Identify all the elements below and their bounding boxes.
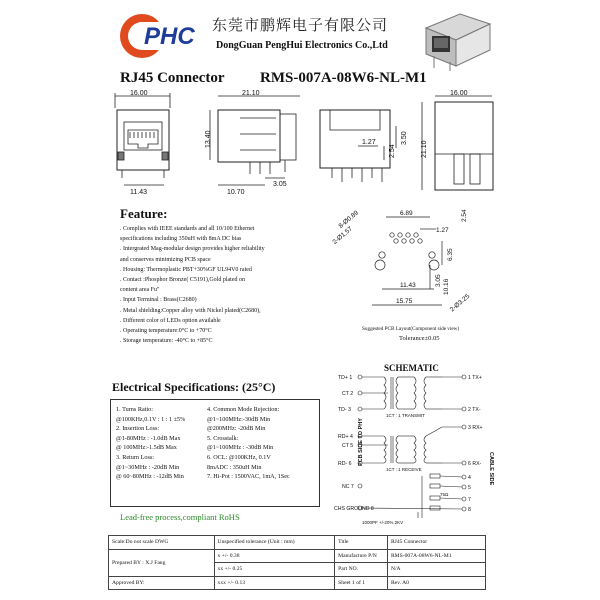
feature-item: . Intergrated Mag-modular design provides higher reliability xyxy=(120,246,265,253)
feature-item: . Housing: Thermoplastic PBT+30%GF UL94V0 rated xyxy=(120,266,252,273)
tolerance-2: xx +/- 0.25 xyxy=(214,563,335,577)
product-image xyxy=(420,8,496,72)
partno-label: Part NO. xyxy=(335,563,388,577)
scale-cell: Scale:Do not scale DWG xyxy=(109,536,215,550)
receive-label: 1CT : 1 RECEIVE xyxy=(386,467,422,472)
dim-top-width: 16.00 xyxy=(450,90,468,97)
logo-text: PHC xyxy=(144,23,195,50)
spec-line: @1-80MHz : -1.0dB Max xyxy=(116,434,181,442)
phc-logo xyxy=(118,12,210,60)
electrical-heading: Electrical Specifications: (25°C) xyxy=(112,380,276,394)
spec-line: 1. Turns Ratio: xyxy=(116,406,153,413)
left-pin-label: RD- 6 xyxy=(338,461,352,467)
title-label: Title xyxy=(335,536,388,550)
dim-side-height: 13.40 xyxy=(205,130,212,148)
pcb-d4: 8-Ø0.89 xyxy=(337,209,360,230)
company-name-en: DongGuan PengHui Electronics Co.,Ltd xyxy=(216,40,388,51)
pcb-side-label: PCB SIDE TO PHY xyxy=(358,418,364,466)
pcb-layout-note: Suggested PCB Layout(Component side view) xyxy=(362,326,460,332)
tolerance-3: xxx +/- 0.13 xyxy=(214,576,335,590)
pcb-d8: 10.16 xyxy=(443,278,450,295)
spec-line: @ 60~80MHz : -12dB Min xyxy=(116,473,184,481)
feature-item: content area Fu" xyxy=(120,287,160,294)
spec-line: 7. Hi-Pot : 1500VAC, 1mA, 1Sec xyxy=(207,473,290,481)
left-pin-label: NC 7 xyxy=(342,484,354,490)
features-heading: Feature: xyxy=(120,206,168,221)
pcb-d7: 3.05 xyxy=(435,274,442,287)
spec-line: @ 100MHz:-1.5dB Max xyxy=(116,444,177,452)
schematic-diagram xyxy=(322,372,497,530)
pcb-layout-drawing xyxy=(330,205,480,335)
right-pin-label: 1 TX+ xyxy=(468,375,482,381)
dim-rear-b: 1.27 xyxy=(362,139,376,146)
rev-label: Rev. A0 xyxy=(387,576,485,590)
pcb-d9: 11.43 xyxy=(400,282,416,289)
rohs-note: Lead-free process,compliant RoHS xyxy=(120,512,240,522)
product-title: RJ45 Connector xyxy=(120,70,225,86)
front-view xyxy=(115,90,170,196)
partno-value: N/A xyxy=(387,563,485,577)
dim-rear-a: 3.50 xyxy=(401,131,408,145)
electrical-spec-box xyxy=(110,399,320,507)
tolerance-cell: Unspecified tolerance (Unit : mm) xyxy=(214,536,335,550)
right-pin-label: 7 xyxy=(468,497,471,503)
spec-line: 8mADC : 350uH Min xyxy=(207,463,262,471)
pcb-d11: 2-Ø3.25 xyxy=(448,292,472,314)
right-pin-label: 2 TX- xyxy=(468,407,481,413)
side-view xyxy=(205,90,300,196)
left-pin-label: CHS GROUND 8 xyxy=(334,506,374,512)
spec-line: @200MHz: -20dB Min xyxy=(207,425,266,433)
spec-line: 4. Common Mode Rejection: xyxy=(207,406,280,413)
feature-item: specifications including 350uH with 8mA DC bias xyxy=(120,236,242,243)
title-value: RJ45 Connector xyxy=(387,536,485,550)
resistor-label: 75Ω xyxy=(440,492,449,497)
pcb-tolerance-note: Tolerance±0.05 xyxy=(399,335,440,342)
spec-line: 6. OCL: @100KHz, 0.1V xyxy=(207,453,271,461)
right-pin-label: 5 xyxy=(468,485,471,491)
spec-column-left xyxy=(116,405,185,482)
feature-item: . Different color of LEDs option available xyxy=(120,317,221,324)
dim-front-width: 16.00 xyxy=(130,90,148,97)
cable-side-label: CABLE SIDE xyxy=(488,452,494,486)
pcb-d6: 6.35 xyxy=(447,248,454,261)
dim-side-bottom-a: 10.70 xyxy=(227,189,245,196)
pcb-d2: 1.27 xyxy=(436,227,449,234)
tolerance-1: x +/- 0.38 xyxy=(214,549,335,563)
spec-line: 5. Crosstalk: xyxy=(207,434,239,442)
left-pin-label: CT 2 xyxy=(342,391,354,397)
dim-front-bottom: 11.43 xyxy=(130,189,147,196)
dim-side-bottom-b: 3.05 xyxy=(273,181,287,188)
dim-side-top: 21.10 xyxy=(242,90,260,97)
sheet-label: Sheet 1 of 1 xyxy=(335,576,388,590)
spec-line: @1~100MHz : -30dB Min xyxy=(207,444,274,452)
top-view xyxy=(421,90,493,190)
feature-item: . Storage temperature: -40°C to +85°C xyxy=(120,338,213,345)
features-list xyxy=(120,224,320,346)
feature-item: . Complies with IEEE standards and all 10/100 Ethernet xyxy=(120,226,255,232)
rear-view xyxy=(320,110,408,182)
right-pin-label: 3 RX+ xyxy=(468,425,483,431)
spec-line: 3. Return Loss: xyxy=(116,453,154,461)
feature-item: and conserves minimizing PCB space xyxy=(120,256,211,263)
schematic-heading: SCHEMATIC xyxy=(384,363,439,373)
right-pin-label: 4 xyxy=(468,475,471,481)
left-pin-label: TD+ 1 xyxy=(338,375,353,381)
part-number: RMS-007A-08W6-NL-M1 xyxy=(260,70,427,86)
left-pin-label: RD+ 4 xyxy=(338,434,353,440)
spec-line: @1~100MHz:-30dB Min xyxy=(207,415,271,423)
feature-item: . Metal shielding:Copper alloy with Nickel plated(C2680), xyxy=(120,307,261,314)
company-name-cn: 东莞市鹏辉电子有限公司 xyxy=(212,16,389,34)
pcb-d10: 15.75 xyxy=(396,298,413,305)
transmit-label: 1CT : 1 TRANSMIT xyxy=(386,413,425,418)
pn-value: RMS-007A-08W6-NL-M1 xyxy=(387,549,485,563)
right-pin-label: 6 RX- xyxy=(468,461,482,467)
spec-column-right xyxy=(207,405,290,482)
feature-item: . Input Terminal : Brass(C2680) xyxy=(120,297,197,304)
title-block xyxy=(108,535,486,590)
approved-by: Approved BY: xyxy=(109,576,215,590)
spec-line: @100KHz,0.1V : 1 : 1 ±5% xyxy=(116,415,186,423)
dim-rear-c: 2.54 xyxy=(389,144,396,158)
left-pin-label: TD- 3 xyxy=(338,407,351,413)
feature-item: . Contact :Phosphor Bronze( C5191),Gold plated on xyxy=(120,277,245,284)
mechanical-drawings xyxy=(100,88,500,203)
pcb-d5: 2-Ø1.57 xyxy=(331,225,354,246)
spec-line: @1~30MHz : -20dB Min xyxy=(116,463,180,471)
pn-label: Manufacture P/N xyxy=(335,549,388,563)
spec-line: 2. Insertion Loss: xyxy=(116,425,160,433)
left-pin-label: CT 5 xyxy=(342,443,354,449)
prepared-by: Prepared BY : X.J Fang xyxy=(109,549,215,576)
feature-item: . Operating temperature:0°C to +70°C xyxy=(120,328,212,335)
pcb-d1: 6.89 xyxy=(400,210,413,217)
capacitor-label: 1000PF +/-20% 2KV xyxy=(362,520,404,525)
dim-top-length: 21.10 xyxy=(421,140,428,158)
right-pin-label: 8 xyxy=(468,507,471,513)
pcb-d3: 2.54 xyxy=(461,209,468,222)
